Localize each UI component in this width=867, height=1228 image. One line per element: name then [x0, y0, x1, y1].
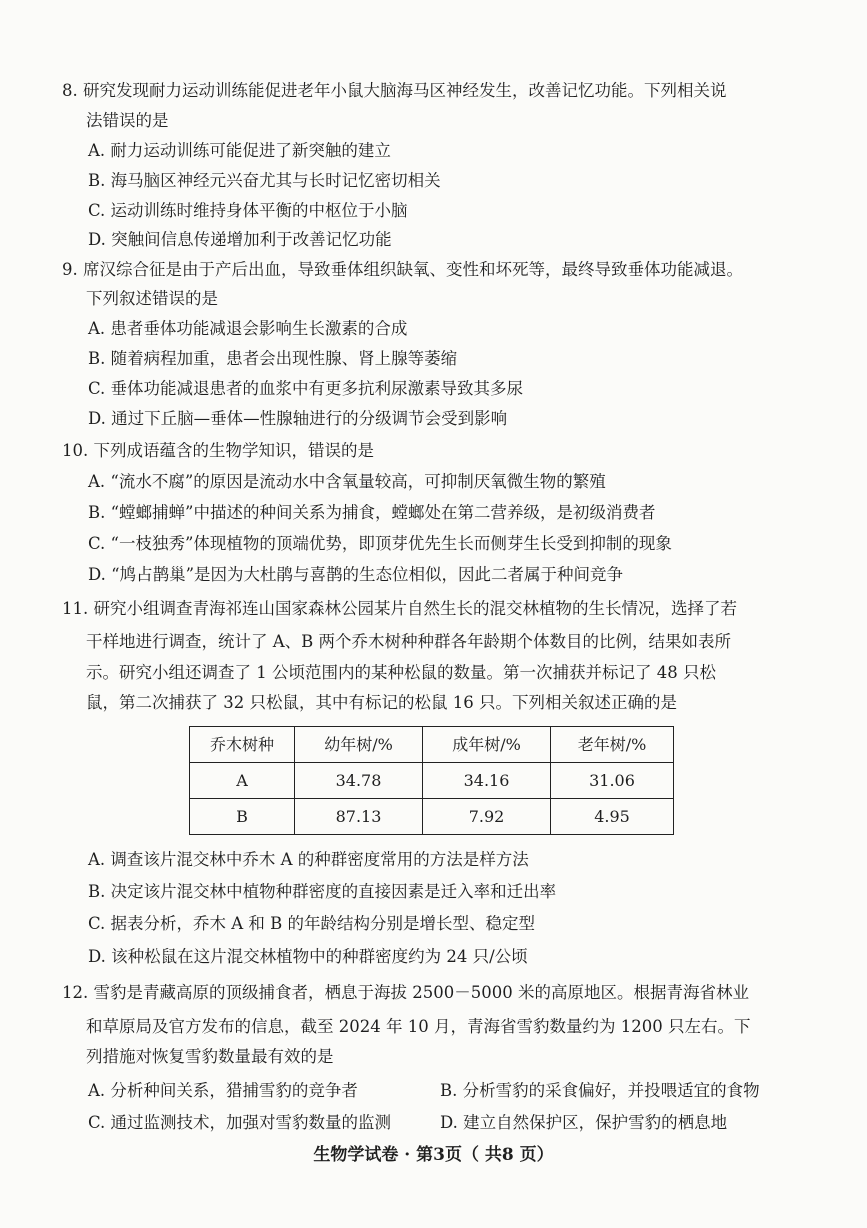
- q8-stem-line2: 法错误的是: [86, 111, 169, 130]
- q10-option-a: A. “流水不腐”的原因是流动水中含氧量较高，可抑制厌氧微生物的繁殖: [88, 472, 606, 491]
- q12-option-a: A. 分析种间关系，猎捕雪豹的竞争者: [88, 1081, 358, 1100]
- q11-stem-line3: 示。研究小组还调查了 1 公顷范围内的某种松鼠的数量。第一次捕获并标记了 48 只松: [86, 663, 716, 682]
- table-header-cell: 幼年树/%: [295, 727, 423, 763]
- table-header-cell: 成年树/%: [423, 727, 551, 763]
- q9-option-c: C. 垂体功能减退患者的血浆中有更多抗利尿激素导致其多尿: [88, 379, 524, 398]
- table-cell: A: [190, 763, 295, 799]
- q12-option-c: C. 通过监测技术，加强对雪豹数量的监测: [88, 1113, 392, 1132]
- table-header-cell: 乔木树种: [190, 727, 295, 763]
- table-cell: 34.16: [423, 763, 551, 799]
- q12-stem-line3: 列措施对恢复雪豹数量最有效的是: [86, 1047, 334, 1066]
- q12-option-b: B. 分析雪豹的采食偏好，并投喂适宜的食物: [440, 1081, 760, 1100]
- q11-stem-line2: 干样地进行调查，统计了 A、B 两个乔木树种种群各年龄期个体数目的比例，结果如表所: [86, 632, 732, 651]
- q11-stem-line4: 鼠，第二次捕获了 32 只松鼠，其中有标记的松鼠 16 只。下列相关叙述正确的是: [86, 693, 677, 712]
- q10-stem: 10. 下列成语蕴含的生物学知识，错误的是: [62, 441, 374, 460]
- q9-option-a: A. 患者垂体功能减退会影响生长激素的合成: [88, 319, 408, 338]
- q12-stem-line1: 12. 雪豹是青藏高原的顶级捕食者，栖息于海拔 2500－5000 米的高原地区。根据青海省林业: [62, 983, 749, 1002]
- q12-stem-line2: 和草原局及官方发布的信息，截至 2024 年 10 月，青海省雪豹数量约为 1200 只左右。下: [86, 1017, 751, 1036]
- q12-option-d: D. 建立自然保护区，保护雪豹的栖息地: [440, 1113, 728, 1132]
- q9-option-b: B. 随着病程加重，患者会出现性腺、肾上腺等萎缩: [88, 349, 458, 368]
- q10-option-d: D. “鸠占鹊巢”是因为大杜鹃与喜鹊的生态位相似，因此二者属于种间竞争: [88, 565, 624, 584]
- table-header-cell: 老年树/%: [551, 727, 674, 763]
- table-cell: 4.95: [551, 799, 674, 835]
- table-row: [190, 799, 674, 835]
- table-cell: 34.78: [295, 763, 423, 799]
- q11-stem-line1: 11. 研究小组调查青海祁连山国家森林公园某片自然生长的混交林植物的生长情况，选择了若: [62, 599, 737, 618]
- q8-option-c: C. 运动训练时维持身体平衡的中枢位于小脑: [88, 201, 408, 220]
- q9-stem-line2: 下列叙述错误的是: [86, 289, 218, 308]
- table-cell: 87.13: [295, 799, 423, 835]
- age-structure-table: [189, 726, 674, 835]
- q8-stem-line1: 8. 研究发现耐力运动训练能促进老年小鼠大脑海马区神经发生，改善记忆功能。下列相关说: [62, 81, 727, 100]
- table-cell: 7.92: [423, 799, 551, 835]
- page-footer: 生物学试卷 · 第3页（ 共8 页）: [313, 1145, 554, 1165]
- q8-option-a: A. 耐力运动训练可能促进了新突触的建立: [88, 141, 391, 160]
- q11-option-d: D. 该种松鼠在这片混交林植物中的种群密度约为 24 只/公顷: [88, 947, 528, 966]
- q8-option-b: B. 海马脑区神经元兴奋尤其与长时记忆密切相关: [88, 171, 441, 190]
- q9-stem-line1: 9. 席汉综合征是由于产后出血，导致垂体组织缺氧、变性和坏死等，最终导致垂体功能减退。: [62, 260, 743, 279]
- q9-option-d: D. 通过下丘脑—垂体—性腺轴进行的分级调节会受到影响: [88, 409, 508, 428]
- table-header-row: [190, 727, 674, 763]
- q11-option-a: A. 调查该片混交林中乔木 A 的种群密度常用的方法是样方法: [88, 850, 529, 869]
- table-cell: 31.06: [551, 763, 674, 799]
- q8-option-d: D. 突触间信息传递增加利于改善记忆功能: [88, 230, 392, 249]
- q10-option-c: C. “一枝独秀”体现植物的顶端优势，即顶芽优先生长而侧芽生长受到抑制的现象: [88, 534, 672, 553]
- q11-option-c: C. 据表分析，乔木 A 和 B 的年龄结构分别是增长型、稳定型: [88, 914, 536, 933]
- q10-option-b: B. “螳螂捕蝉”中描述的种间关系为捕食，螳螂处在第二营养级，是初级消费者: [88, 503, 656, 522]
- table-cell: B: [190, 799, 295, 835]
- q11-option-b: B. 决定该片混交林中植物种群密度的直接因素是迁入率和迁出率: [88, 882, 557, 901]
- table-row: [190, 763, 674, 799]
